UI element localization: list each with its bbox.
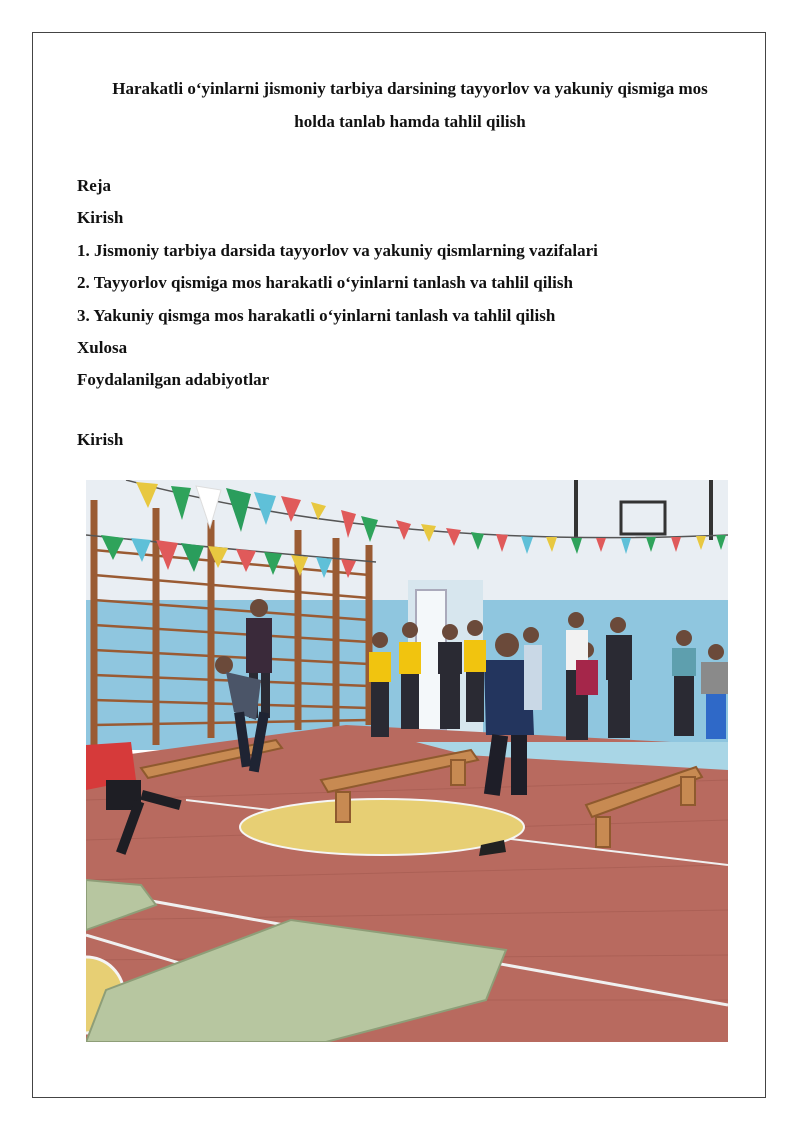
- table-of-contents: [77, 170, 598, 397]
- toc-reja: Reja: [77, 176, 111, 195]
- gym-photo-illustration: [86, 480, 728, 1042]
- toc-kirish: Kirish: [77, 208, 124, 228]
- toc-xulosa: Xulosa: [77, 337, 128, 357]
- gym-photo: [86, 480, 728, 1042]
- title-line-1: Harakatli o‘yinlarni jismoniy tarbiya darsining tayyorlov va yakuniy qismiga mos: [112, 79, 708, 98]
- toc-adabiyotlar: Foydalanilgan adabiyotlar: [77, 370, 270, 390]
- toc-item-1: 1. Jismoniy tarbiya darsida tayyorlov va yakuniy qismlarning vazifalari: [77, 240, 598, 260]
- document-title: [60, 72, 760, 138]
- section-heading-kirish: Kirish: [77, 430, 124, 449]
- toc-item-2: 2. Tayyorlov qismiga mos harakatli o‘yinlarni tanlash va tahlil qilish: [77, 273, 573, 293]
- toc-item-3: 3. Yakuniy qismga mos harakatli o‘yinlarni tanlash va tahlil qilish: [77, 305, 556, 325]
- title-line-2: holda tanlab hamda tahlil qilish: [294, 112, 526, 131]
